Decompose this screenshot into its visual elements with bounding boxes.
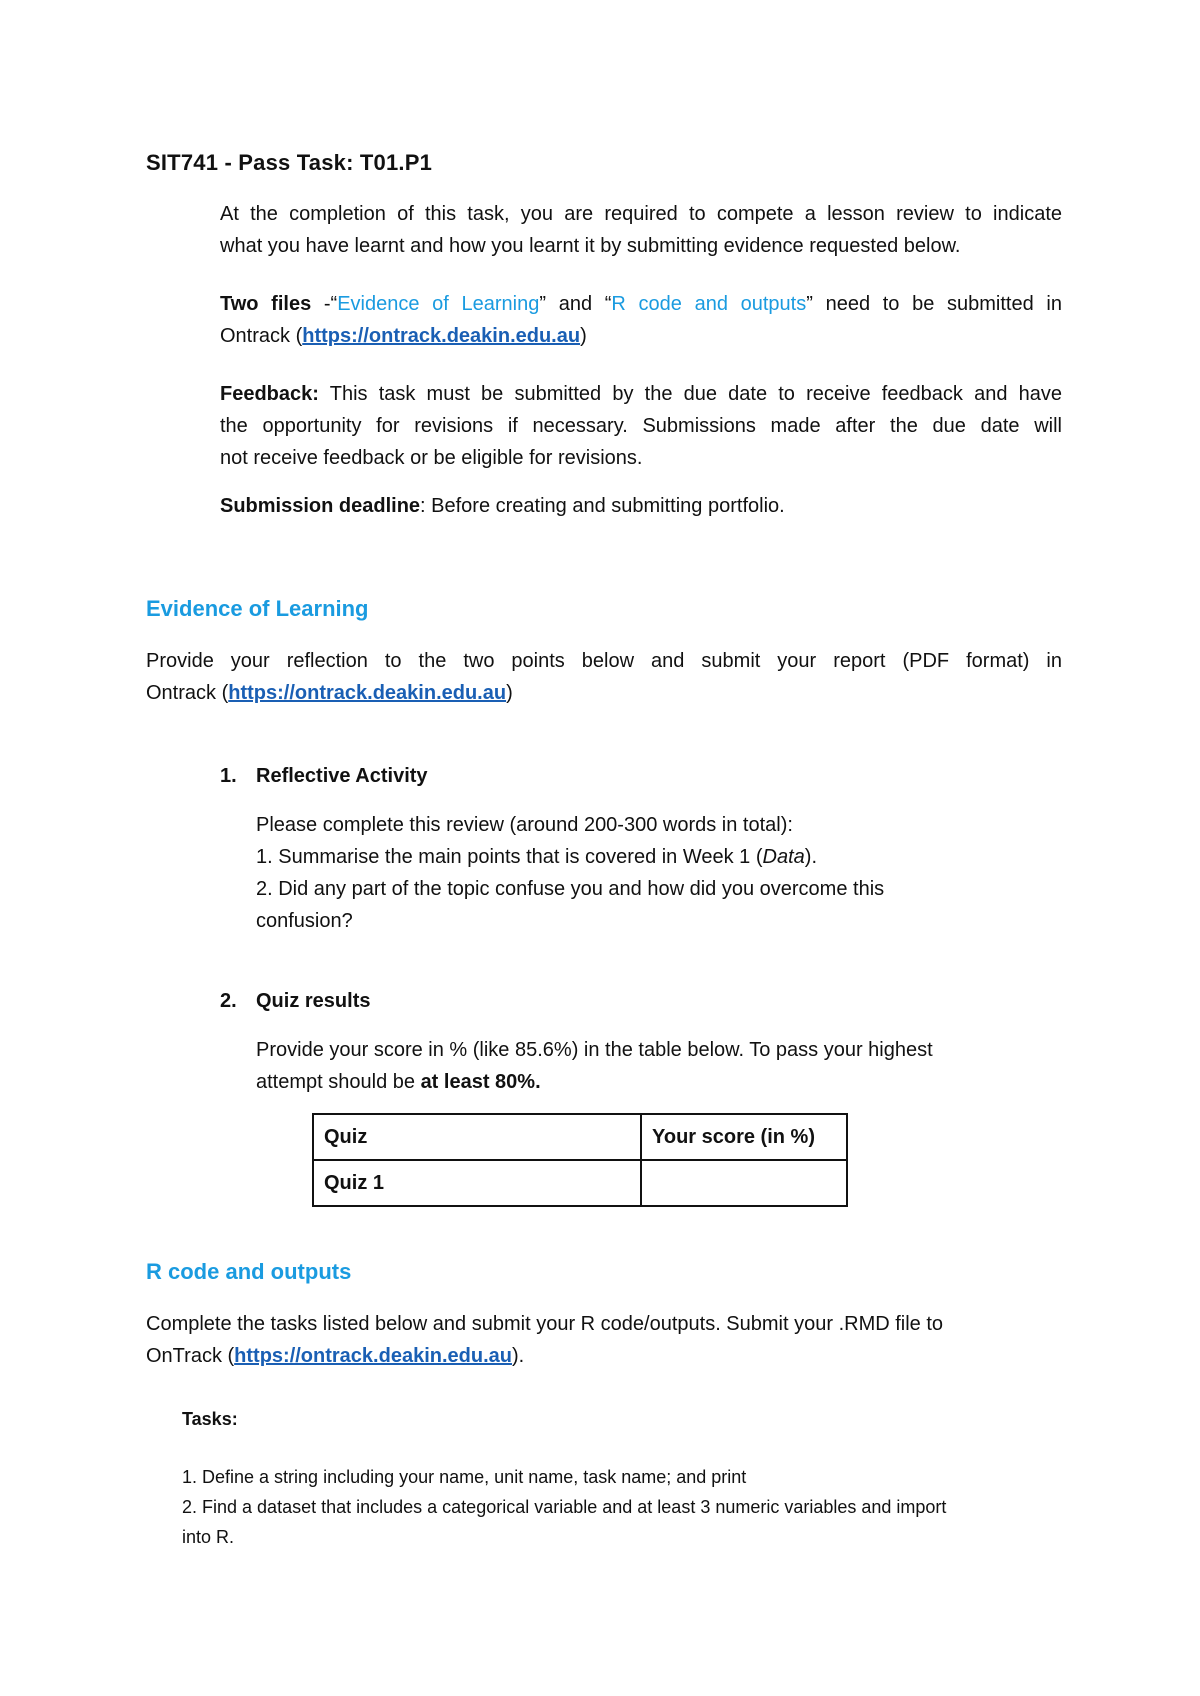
rcode-intro <box>146 1308 943 1372</box>
need-text: ” need to be submitted in <box>806 293 1062 315</box>
evidence-ref: Evidence of Learning <box>337 293 540 315</box>
intro-completion-line-1: At the completion of this task, you are required to compete a lesson review to indicate <box>220 203 1062 225</box>
feedback-line-3: not receive feedback or be eligible for revisions. <box>220 447 643 469</box>
rcode-line-2 <box>146 1340 943 1372</box>
quiz-results-title <box>220 985 370 1017</box>
item-1-line-2-prefix: 1. Summarise the main points that is covered in Week 1 ( <box>256 846 763 868</box>
tasks-list <box>182 1462 946 1552</box>
item-1-line-1: Please complete this review (around 200-300 words in total): <box>256 814 793 836</box>
feedback-line-1 <box>220 378 1062 410</box>
two-files-line-1 <box>220 288 1062 320</box>
item-2-line-2-bold: at least 80%. <box>420 1071 541 1093</box>
item-1-line-2-italic: Data <box>762 846 805 868</box>
deadline-label: Submission deadline <box>220 495 421 517</box>
quiz-score-table <box>312 1113 848 1207</box>
feedback-text-1: This task must be submitted by the due date to receive feedback and have <box>318 383 1062 405</box>
tasks-label: Tasks: <box>182 1409 238 1429</box>
item-1-line-2 <box>256 841 884 873</box>
page-title: SIT741 - Pass Task: T01.P1 <box>146 150 433 175</box>
evidence-heading: Evidence of Learning <box>146 596 369 621</box>
evidence-intro <box>146 645 1062 709</box>
intro-completion <box>220 198 1062 262</box>
item-2-number: 2. <box>220 990 237 1012</box>
evidence-line-2 <box>146 677 1062 709</box>
rcode-ontrack-link[interactable]: https://ontrack.deakin.edu.au <box>234 1345 512 1367</box>
rcode-heading: R code and outputs <box>146 1259 352 1284</box>
feedback-line-2: the opportunity for revisions if necessary. Submissions made after the due date will <box>220 415 1062 437</box>
rcode-line-2-suffix: ). <box>511 1345 525 1367</box>
task-2-line-1: 2. Find a dataset that includes a categorical variable and at least 3 numeric variables and import <box>182 1497 947 1517</box>
two-files-line-2 <box>220 320 1062 352</box>
intro-feedback <box>220 378 1062 474</box>
table-row <box>313 1160 847 1206</box>
item-2-title: Quiz results <box>256 990 371 1012</box>
quiz-results-body <box>256 1034 933 1098</box>
evidence-line-2-suffix: ) <box>506 682 513 704</box>
table-header-row <box>313 1114 847 1160</box>
task-2-line-2: into R. <box>182 1527 235 1547</box>
ontrack-prefix: Ontrack ( <box>220 325 303 347</box>
two-files-label: Two files <box>220 293 312 315</box>
intro-completion-line-2: what you have learnt and how you learnt it by submitting evidence requested below. <box>220 235 961 257</box>
item-1-line-2-suffix: ). <box>804 846 817 868</box>
evidence-line-1: Provide your reflection to the two points below and submit your report (PDF format) in <box>146 650 1062 672</box>
item-1-line-4: confusion? <box>256 910 353 932</box>
rcode-ref: R code and outputs <box>611 293 807 315</box>
ontrack-link[interactable]: https://ontrack.deakin.edu.au <box>302 325 581 347</box>
two-files-dash: -“ <box>311 293 338 315</box>
deadline-text: : Before creating and submitting portfolio. <box>420 495 785 517</box>
table-cell-score[interactable] <box>641 1160 847 1206</box>
evidence-line-2-prefix: Ontrack ( <box>146 682 229 704</box>
table-header-quiz: Quiz <box>313 1114 641 1160</box>
item-1-line-3: 2. Did any part of the topic confuse you and how did you overcome this <box>256 878 885 900</box>
ontrack-suffix: ) <box>580 325 587 347</box>
item-1-number: 1. <box>220 765 237 787</box>
reflective-activity-title <box>220 760 428 792</box>
task-1: 1. Define a string including your name, unit name, task name; and print <box>182 1467 747 1487</box>
intro-two-files <box>220 288 1062 352</box>
item-1-title: Reflective Activity <box>256 765 428 787</box>
table-cell-quiz: Quiz 1 <box>313 1160 641 1206</box>
reflective-activity-body <box>256 809 884 937</box>
feedback-label: Feedback: <box>220 383 319 405</box>
and-text: ” and “ <box>539 293 612 315</box>
intro-deadline <box>220 490 785 522</box>
item-2-line-1: Provide your score in % (like 85.6%) in the table below. To pass your highest <box>256 1039 933 1061</box>
table-header-score: Your score (in %) <box>641 1114 847 1160</box>
item-2-line-2-prefix: attempt should be <box>256 1071 421 1093</box>
rcode-line-1: Complete the tasks listed below and submit your R code/outputs. Submit your .RMD file to <box>146 1313 944 1335</box>
evidence-ontrack-link[interactable]: https://ontrack.deakin.edu.au <box>228 682 507 704</box>
rcode-line-2-prefix: OnTrack ( <box>146 1345 235 1367</box>
item-2-line-2 <box>256 1066 933 1098</box>
